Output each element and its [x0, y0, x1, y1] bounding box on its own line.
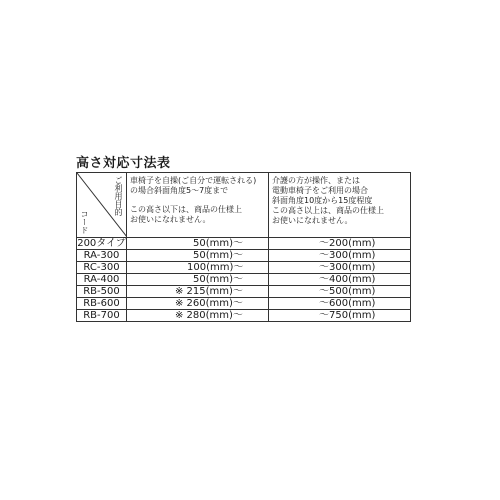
- code-cell: 200タイプ: [77, 237, 126, 249]
- assist-header-line2: 電動車椅子をご利用の場合: [272, 186, 368, 195]
- assist-header-line1: 介護の方が操作、または: [272, 176, 360, 185]
- assist-height-cell: ～750(mm): [269, 310, 411, 322]
- code-cell: RB-500: [77, 286, 127, 298]
- self-height-cell: 100(mm)～: [127, 262, 269, 274]
- table-title: 高さ対応寸法表: [76, 156, 171, 171]
- assist-height-cell: ～300(mm): [269, 250, 411, 262]
- table-row: [77, 250, 411, 262]
- self-height-cell: ※ 260(mm)～: [127, 298, 269, 310]
- diagonal-split: [77, 173, 126, 237]
- assisted-header: [269, 173, 411, 238]
- self-height-cell: 50(mm)～: [127, 274, 269, 286]
- assist-header-note2: お使いになれません。: [272, 216, 353, 225]
- assist-height-cell: ～400(mm): [269, 274, 411, 286]
- assist-header-note1: この高さ以上は、商品の仕様上: [272, 206, 384, 215]
- self-header-note2: お使いになれません。: [130, 215, 211, 224]
- code-cell: RB-600: [77, 298, 127, 310]
- table-row: [77, 310, 411, 322]
- self-height-cell: ※ 215(mm)～: [127, 286, 269, 298]
- table-row: [77, 298, 411, 310]
- self-height-cell: 50(mm)～: [127, 250, 269, 262]
- table-row: [77, 262, 411, 274]
- code-cell: RA-300: [77, 250, 127, 262]
- header-row: [77, 173, 411, 238]
- code-cell: RB-700: [77, 310, 127, 322]
- code-cell: RC-300: [77, 262, 127, 274]
- self-header-line1: 車椅子を自操(ご自分で運転される): [130, 176, 257, 185]
- self-height-cell: ※ 280(mm)～: [127, 310, 269, 322]
- assist-height-cell: ～200(mm): [269, 238, 411, 250]
- code-cell: RA-400: [77, 274, 127, 286]
- corner-header-cell: [77, 173, 127, 238]
- table-row: [77, 274, 411, 286]
- self-header-note1: この高さ以下は、商品の仕様上: [130, 205, 242, 214]
- corner-code-label: コード: [80, 210, 89, 234]
- assist-header-line3: 斜面角度10度から15度程度: [272, 196, 373, 205]
- self-height-cell: 50(mm)～: [127, 238, 269, 250]
- self-operated-header: [127, 173, 269, 238]
- table-row: [77, 238, 411, 250]
- table-row: [77, 286, 411, 298]
- assist-height-cell: ～500(mm): [269, 286, 411, 298]
- self-header-line2: の場合斜面角度5～7度まで: [130, 186, 229, 195]
- corner-purpose-label: ご利用目的: [114, 176, 123, 216]
- assist-height-cell: ～600(mm): [269, 298, 411, 310]
- assist-height-cell: ～300(mm): [269, 262, 411, 274]
- height-table: [76, 172, 411, 322]
